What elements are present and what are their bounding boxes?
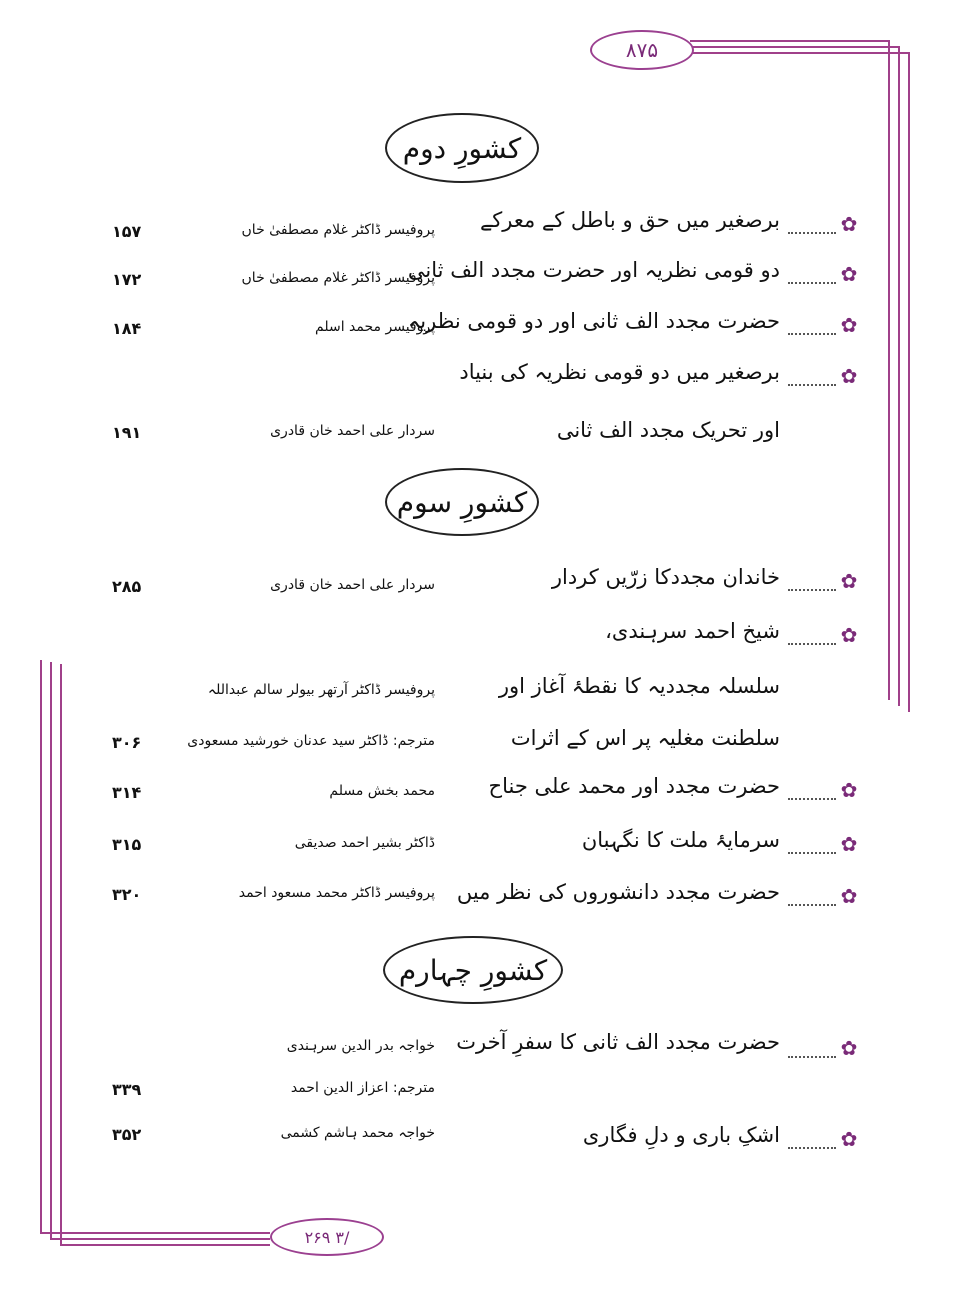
entry-page: ۳۱۵ (112, 835, 142, 854)
entry-translator: مترجم: ڈاکٹر سید عدنان خورشید مسعودی (187, 733, 435, 749)
frame-right-line-2 (898, 46, 900, 706)
entry-title: دو قومی نظریہ اور حضرت مجدد الف ثانی (407, 258, 780, 282)
entry-author: پروفیسر ڈاکٹر محمد مسعود احمد (238, 885, 435, 901)
section-heading-soum: کشورِ سوم (385, 468, 539, 536)
entry-author: پروفیسر ڈاکٹر غلام مصطفیٰ خاں (241, 222, 435, 238)
frame-right-line (888, 40, 890, 700)
leader-dots (788, 776, 836, 800)
entry-author: ڈاکٹر بشیر احمد صدیقی (294, 835, 435, 851)
leader-dots (788, 260, 836, 284)
frame-top-line (690, 40, 890, 42)
section-heading-chaharum: کشورِ چہارم (383, 936, 563, 1004)
entry-page: ۱۹۱ (112, 423, 142, 442)
leader-dots (788, 1034, 836, 1058)
entry-title: برصغیر میں دو قومی نظریہ کی بنیاد (459, 360, 780, 384)
leader-dots (788, 567, 836, 591)
header-page-number: ۸۷۵ (590, 30, 694, 70)
frame-right-line-3 (908, 52, 910, 712)
entry-page: ۲۸۵ (112, 577, 142, 596)
leader-dots (788, 882, 836, 906)
entry-translator: مترجم: اعزاز الدین احمد (290, 1080, 435, 1096)
entry-page: ۳۱۴ (112, 783, 142, 802)
section-heading-doum: کشورِ دوم (385, 113, 539, 183)
leader-dots (788, 1125, 836, 1149)
frame-left-line-2 (50, 662, 52, 1240)
entry-page: ۳۳۹ (112, 1080, 142, 1099)
flower-star-icon: ✿ (840, 262, 858, 286)
entry-title: حضرت مجدد اور محمد علی جناح (488, 774, 780, 798)
frame-bottom-line (40, 1232, 270, 1234)
leader-dots (788, 362, 836, 386)
entry-author: پروفیسر ڈاکٹر آرتھر بیولر سالم عبداللہ (207, 682, 435, 698)
frame-left-line-3 (60, 664, 62, 1246)
entry-title: حضرت مجدد الف ثانی کا سفرِ آخرت (456, 1030, 780, 1054)
flower-star-icon: ✿ (840, 832, 858, 856)
leader-dots (788, 830, 836, 854)
entry-title: اشکِ باری و دلِ فگاری (582, 1123, 780, 1147)
flower-star-icon: ✿ (840, 778, 858, 802)
entry-title: سرمایۂ ملت کا نگہبان (581, 828, 780, 852)
entry-page: ۳۲۰ (112, 885, 142, 904)
entry-author: خواجہ بدر الدین سرہندی (286, 1038, 435, 1054)
footer-page-number: ۲۶۹ ۳/ (270, 1218, 384, 1256)
entry-title: شیخ احمد سرہندی، (605, 619, 780, 643)
frame-top-line-3 (690, 52, 910, 54)
entry-title: حضرت مجدد الف ثانی اور دو قومی نظریہ (407, 309, 780, 333)
entry-title: حضرت مجدد دانشوروں کی نظر میں (456, 880, 780, 904)
entry-page: ۱۸۴ (112, 319, 142, 338)
flower-star-icon: ✿ (840, 884, 858, 908)
flower-star-icon: ✿ (840, 364, 858, 388)
flower-star-icon: ✿ (840, 623, 858, 647)
entry-title: برصغیر میں حق و باطل کے معرکے (479, 208, 780, 232)
entry-page: ۳۰۶ (112, 733, 142, 752)
entry-author: پروفیسر محمد اسلم (315, 319, 435, 335)
entry-title-continued: اور تحریک مجدد الف ثانی (556, 418, 780, 442)
leader-dots (788, 210, 836, 234)
entry-page: ۳۵۲ (112, 1125, 142, 1144)
leader-dots (788, 311, 836, 335)
flower-star-icon: ✿ (840, 1127, 858, 1151)
flower-star-icon: ✿ (840, 1036, 858, 1060)
entry-title-continued: سلسلہ مجددیہ کا نقطۂ آغاز اور (498, 674, 780, 698)
entry-page: ۱۷۲ (112, 270, 142, 289)
flower-star-icon: ✿ (840, 313, 858, 337)
leader-dots (788, 621, 836, 645)
entry-title-continued: سلطنت مغلیہ پر اس کے اثرات (510, 726, 780, 750)
flower-star-icon: ✿ (840, 212, 858, 236)
frame-left-line (40, 660, 42, 1234)
flower-star-icon: ✿ (840, 569, 858, 593)
entry-author: محمد بخش مسلم (329, 783, 435, 799)
entry-author: سردار علی احمد خان قادری (270, 423, 435, 439)
entry-title: خاندان مجددکا زرّیں کردار (551, 565, 780, 589)
entry-author: سردار علی احمد خان قادری (270, 577, 435, 593)
frame-bottom-line-3 (60, 1244, 270, 1246)
entry-author: خواجہ محمد ہاشم کشمی (280, 1125, 435, 1141)
frame-top-line-2 (690, 46, 900, 48)
entry-author: پروفیسر ڈاکٹر غلام مصطفیٰ خاں (241, 270, 435, 286)
frame-bottom-line-2 (50, 1238, 270, 1240)
entry-page: ۱۵۷ (112, 222, 142, 241)
